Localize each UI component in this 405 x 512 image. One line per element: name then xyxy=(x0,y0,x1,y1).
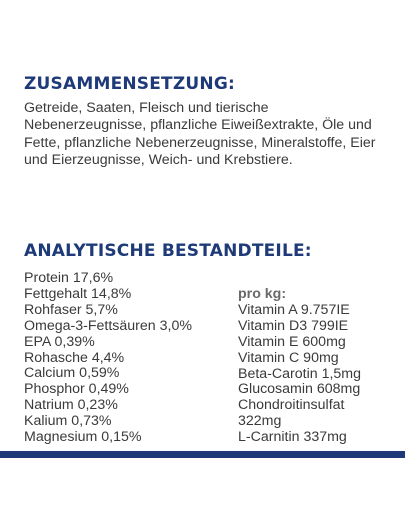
list-item: Vitamin E 600mg xyxy=(238,333,346,350)
analytics-right-list xyxy=(238,287,361,446)
bottom-accent-bar xyxy=(0,451,405,458)
list-item: EPA 0,39% xyxy=(24,333,95,350)
list-item: Chondroitinsulfat xyxy=(238,397,345,414)
list-item: Vitamin C 90mg xyxy=(238,349,339,366)
list-item: Rohfaser 5,7% xyxy=(24,301,118,318)
list-item: Rohasche 4,4% xyxy=(24,349,125,366)
list-item: Natrium 0,23% xyxy=(24,397,118,414)
list-item: Beta-Carotin 1,5mg xyxy=(238,365,362,382)
analytics-left-list xyxy=(24,271,192,446)
list-item: 322mg xyxy=(238,413,282,430)
list-item: Vitamin A 9.757IE xyxy=(238,301,350,318)
composition-text: Getreide, Saaten, Fleisch und tierische Nebenerzeugnisse, pflanzliche Eiweißextrakte, Öle und Fette, pflanzliche Nebenerzeugnisse, Mineralstoffe, Eier und Eierzeugnisse, Weich- und Krebstiere. xyxy=(24,100,376,168)
composition-heading: ZUSAMMENSETZUNG: xyxy=(24,74,235,94)
list-item: Kalium 0,73% xyxy=(24,413,112,430)
list-item: Vitamin D3 799IE xyxy=(238,317,349,334)
list-item: Magnesium 0,15% xyxy=(24,429,142,446)
list-item: Phosphor 0,49% xyxy=(24,381,129,398)
list-item: Fettgehalt 14,8% xyxy=(24,285,132,302)
list-item: Protein 17,6% xyxy=(24,270,114,286)
list-item: L-Carnitin 337mg xyxy=(238,429,347,446)
list-item: Glucosamin 608mg xyxy=(238,381,361,398)
list-item: Omega-3-Fettsäuren 3,0% xyxy=(24,317,192,334)
list-item: Calcium 0,59% xyxy=(24,365,120,382)
analytics-heading: ANALYTISCHE BESTANDTEILE: xyxy=(24,241,312,261)
per-kg-subheading: pro kg: xyxy=(238,286,287,302)
